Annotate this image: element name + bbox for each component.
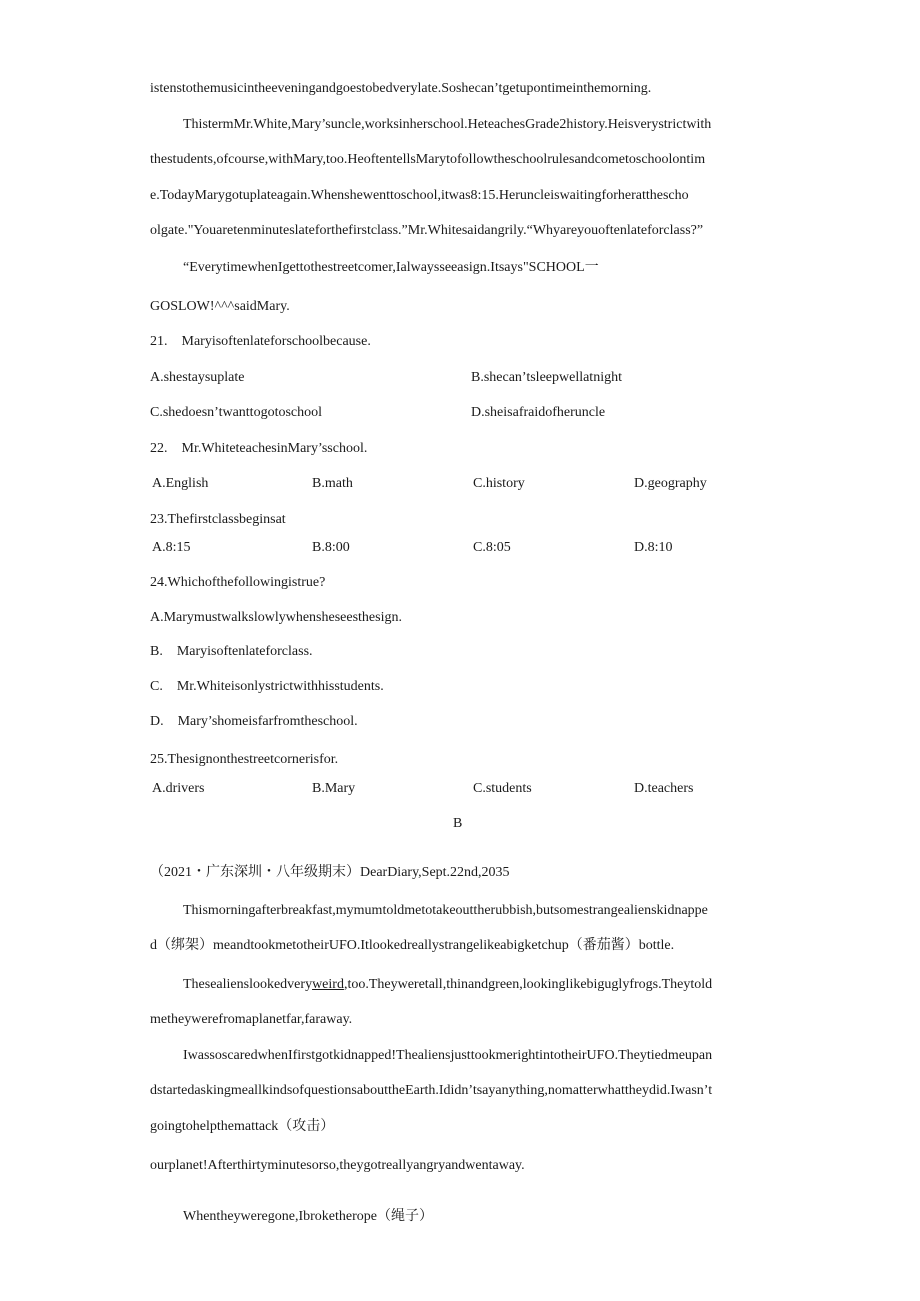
passage-a-line: GOSLOW!^^^saidMary. (150, 299, 290, 314)
passage-a-line: istenstothemusicintheeveningandgoestobedverylate.Soshecan’tgetupontimeinthemorning. (150, 81, 652, 96)
option-a[interactable]: A.English (152, 476, 209, 491)
question-stem: 23.Thefirstclassbeginsat (150, 512, 286, 527)
options-row (150, 779, 770, 799)
option-d[interactable]: D.8:10 (634, 540, 673, 555)
passage-b-line: goingtohelpthemattack（攻击） (150, 1119, 335, 1134)
source-line: （2021・广东深圳・八年级期末）DearDiary,Sept.22nd,2035 (150, 865, 510, 880)
text-run: Thesealienslookedvery (183, 977, 313, 992)
passage-b-line: Thismorningafterbreakfast,mymumtoldmetotakeouttherubbish,butsomestrangealienskidnappe (183, 903, 708, 918)
question-stem: 22. Mr.WhiteteachesinMary’sschool. (150, 441, 368, 456)
passage-a-line: ThistermMr.White,Mary’suncle,worksinherschool.HeteachesGrade2history.Heisverystrictwith (183, 117, 712, 132)
option-d[interactable]: D. Mary’shomeisfarfromtheschool. (150, 714, 358, 729)
underlined-word: weird (312, 977, 344, 992)
options-row (150, 538, 770, 558)
passage-b-line: d（绑架）meandtookmetotheirUFO.Itlookedreallystrangelikeabigketchup（番茄酱）bottle. (150, 938, 675, 953)
option-d[interactable]: D.sheisafraidofheruncle (471, 405, 606, 420)
passage-a-line: olgate."Youaretenminuteslateforthefirstclass.”Mr.Whitesaidangrily.“Whyareyouoftenlateforclass?” (150, 223, 704, 238)
option-c[interactable]: C.8:05 (473, 540, 511, 555)
question-stem: 21. Maryisoftenlateforschoolbecause. (150, 334, 371, 349)
option-a[interactable]: A.8:15 (152, 540, 191, 555)
passage-a-line: “EverytimewhenIgettothestreetcomer,Ialwaysseeasign.Itsays"SCHOOL一 (183, 260, 599, 275)
passage-b-line: metheywerefromaplanetfar,faraway. (150, 1012, 353, 1027)
option-a[interactable]: A.shestaysuplate (150, 370, 245, 385)
options-row (150, 368, 770, 388)
section-heading: B (453, 816, 463, 831)
option-a[interactable]: A.drivers (152, 781, 205, 796)
options-row (150, 403, 770, 423)
passage-b-line: Whentheyweregone,Ibroketherope（绳子） (183, 1209, 433, 1224)
option-b[interactable]: B.Mary (312, 781, 356, 796)
option-b[interactable]: B.8:00 (312, 540, 350, 555)
option-c[interactable]: C. Mr.Whiteisonlystrictwithhisstudents. (150, 679, 384, 694)
question-stem: 25.Thesignonthestreetcornerisfor. (150, 752, 339, 767)
passage-b-line: dstartedaskingmeallkindsofquestionsabouttheEarth.Ididn’tsayanything,nomatterwhattheydid.Iwasn’t (150, 1083, 713, 1098)
options-row (150, 474, 770, 494)
option-d[interactable]: D.geography (634, 476, 707, 491)
passage-b-line (183, 975, 712, 995)
passage-b-line: ourplanet!Afterthirtyminutesorso,theygotreallyangryandwentaway. (150, 1158, 525, 1173)
question-stem: 24.Whichofthefollowingistrue? (150, 575, 326, 590)
option-b[interactable]: B.math (312, 476, 353, 491)
option-c[interactable]: C.shedoesn’twanttogotoschool (150, 405, 323, 420)
passage-b-line: IwassoscaredwhenIfirstgotkidnapped!ThealiensjusttookmerightintotheirUFO.Theytiedmeupan (183, 1048, 713, 1063)
option-b[interactable]: B.shecan’tsleepwellatnight (471, 370, 622, 385)
option-a[interactable]: A.Marymustwalkslowlywhensheseesthesign. (150, 610, 402, 625)
text-run: ,too.Theyweretall,thinandgreen,lookinglikebiguglyfrogs.Theytold (343, 977, 713, 992)
option-d[interactable]: D.teachers (634, 781, 694, 796)
passage-a-line: e.TodayMarygotuplateagain.Whenshewenttoschool,itwas8:15.Heruncleiswaitingforherattheschо (150, 188, 689, 203)
option-c[interactable]: C.students (473, 781, 532, 796)
passage-a-line: thestudents,ofcourse,withMary,too.HeoftentellsMarytofollowtheschoolrulesandcometoschoolontim (150, 152, 706, 167)
option-b[interactable]: B. Maryisoftenlateforclass. (150, 644, 313, 659)
option-c[interactable]: C.history (473, 476, 525, 491)
